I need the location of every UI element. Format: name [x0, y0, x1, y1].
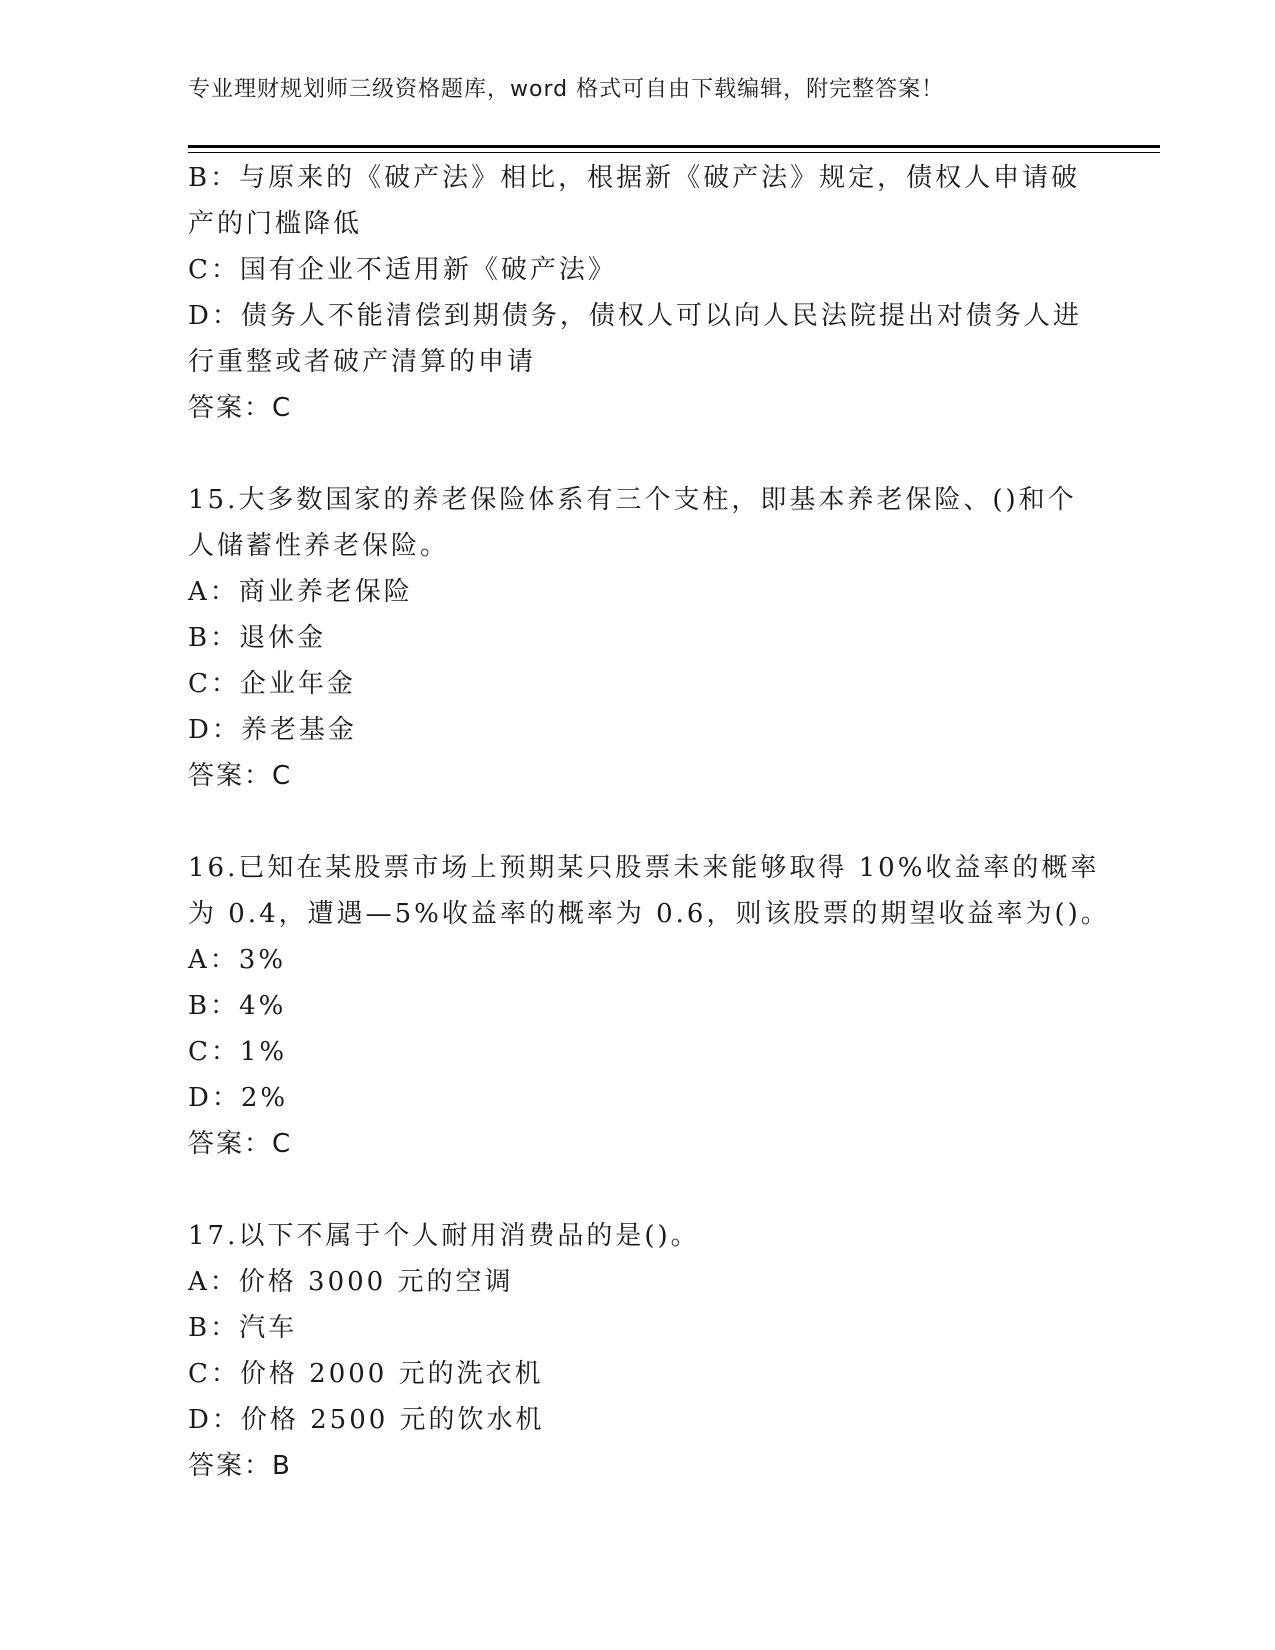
spacer — [188, 799, 1088, 845]
header-rule-thin — [188, 152, 1160, 153]
q14-option-c: C：国有企业不适用新《破产法》 — [188, 255, 617, 285]
question-17 — [188, 1213, 1088, 1489]
q16-option-b: B：4% — [188, 991, 287, 1021]
q17-answer: 答案：B — [188, 1451, 292, 1481]
question-content — [188, 155, 1110, 1489]
spacer — [188, 1167, 1088, 1213]
question-16 — [188, 845, 1110, 1167]
q14-answer: 答案：C — [188, 393, 293, 423]
q17-option-b: B：汽车 — [188, 1313, 298, 1343]
q16-answer: 答案：C — [188, 1129, 293, 1159]
q16-stem-line-2: 为 0.4，遭遇—5%收益率的概率为 0.6，则该股票的期望收益率为()。 — [188, 899, 1110, 929]
q16-option-c: C：1% — [188, 1037, 288, 1067]
spacer — [188, 431, 1088, 477]
q16-option-d: D：2% — [188, 1083, 289, 1113]
q15-stem-line-1: 15.大多数国家的养老保险体系有三个支柱，即基本养老保险、()和个 — [188, 485, 1077, 515]
q14-option-b-line-2: 产的门槛降低 — [188, 209, 363, 239]
question-15 — [188, 477, 1088, 799]
q16-option-a: A：3% — [188, 945, 287, 975]
q15-option-a: A：商业养老保险 — [188, 577, 413, 607]
q17-option-c: C：价格 2000 元的洗衣机 — [188, 1359, 544, 1389]
q15-option-b: B：退休金 — [188, 623, 327, 653]
header-rule-thick — [188, 145, 1160, 148]
question-14 — [188, 155, 1088, 431]
q15-option-c: C：企业年金 — [188, 669, 356, 699]
q15-stem-line-2: 人储蓄性养老保险。 — [188, 531, 450, 561]
q17-stem-line-1: 17.以下不属于个人耐用消费品的是()。 — [188, 1221, 700, 1251]
q17-option-d: D：价格 2500 元的饮水机 — [188, 1405, 545, 1435]
q14-option-d-line-1: D：债务人不能清偿到期债务，债权人可以向人民法院提出对债务人进 — [188, 301, 1082, 331]
q15-answer: 答案：C — [188, 761, 293, 791]
q15-option-d: D：养老基金 — [188, 715, 357, 745]
q14-option-d-line-2: 行重整或者破产清算的申请 — [188, 347, 537, 377]
q14-option-b-line-1: B：与原来的《破产法》相比，根据新《破产法》规定，债权人申请破 — [188, 163, 1081, 193]
q16-stem-line-1: 16.已知在某股票市场上预期某只股票未来能够取得 10%收益率的概率 — [188, 853, 1100, 883]
q17-option-a: A：价格 3000 元的空调 — [188, 1267, 514, 1297]
page-header: 专业理财规划师三级资格题库，word 格式可自由下载编辑，附完整答案！ — [188, 77, 945, 102]
